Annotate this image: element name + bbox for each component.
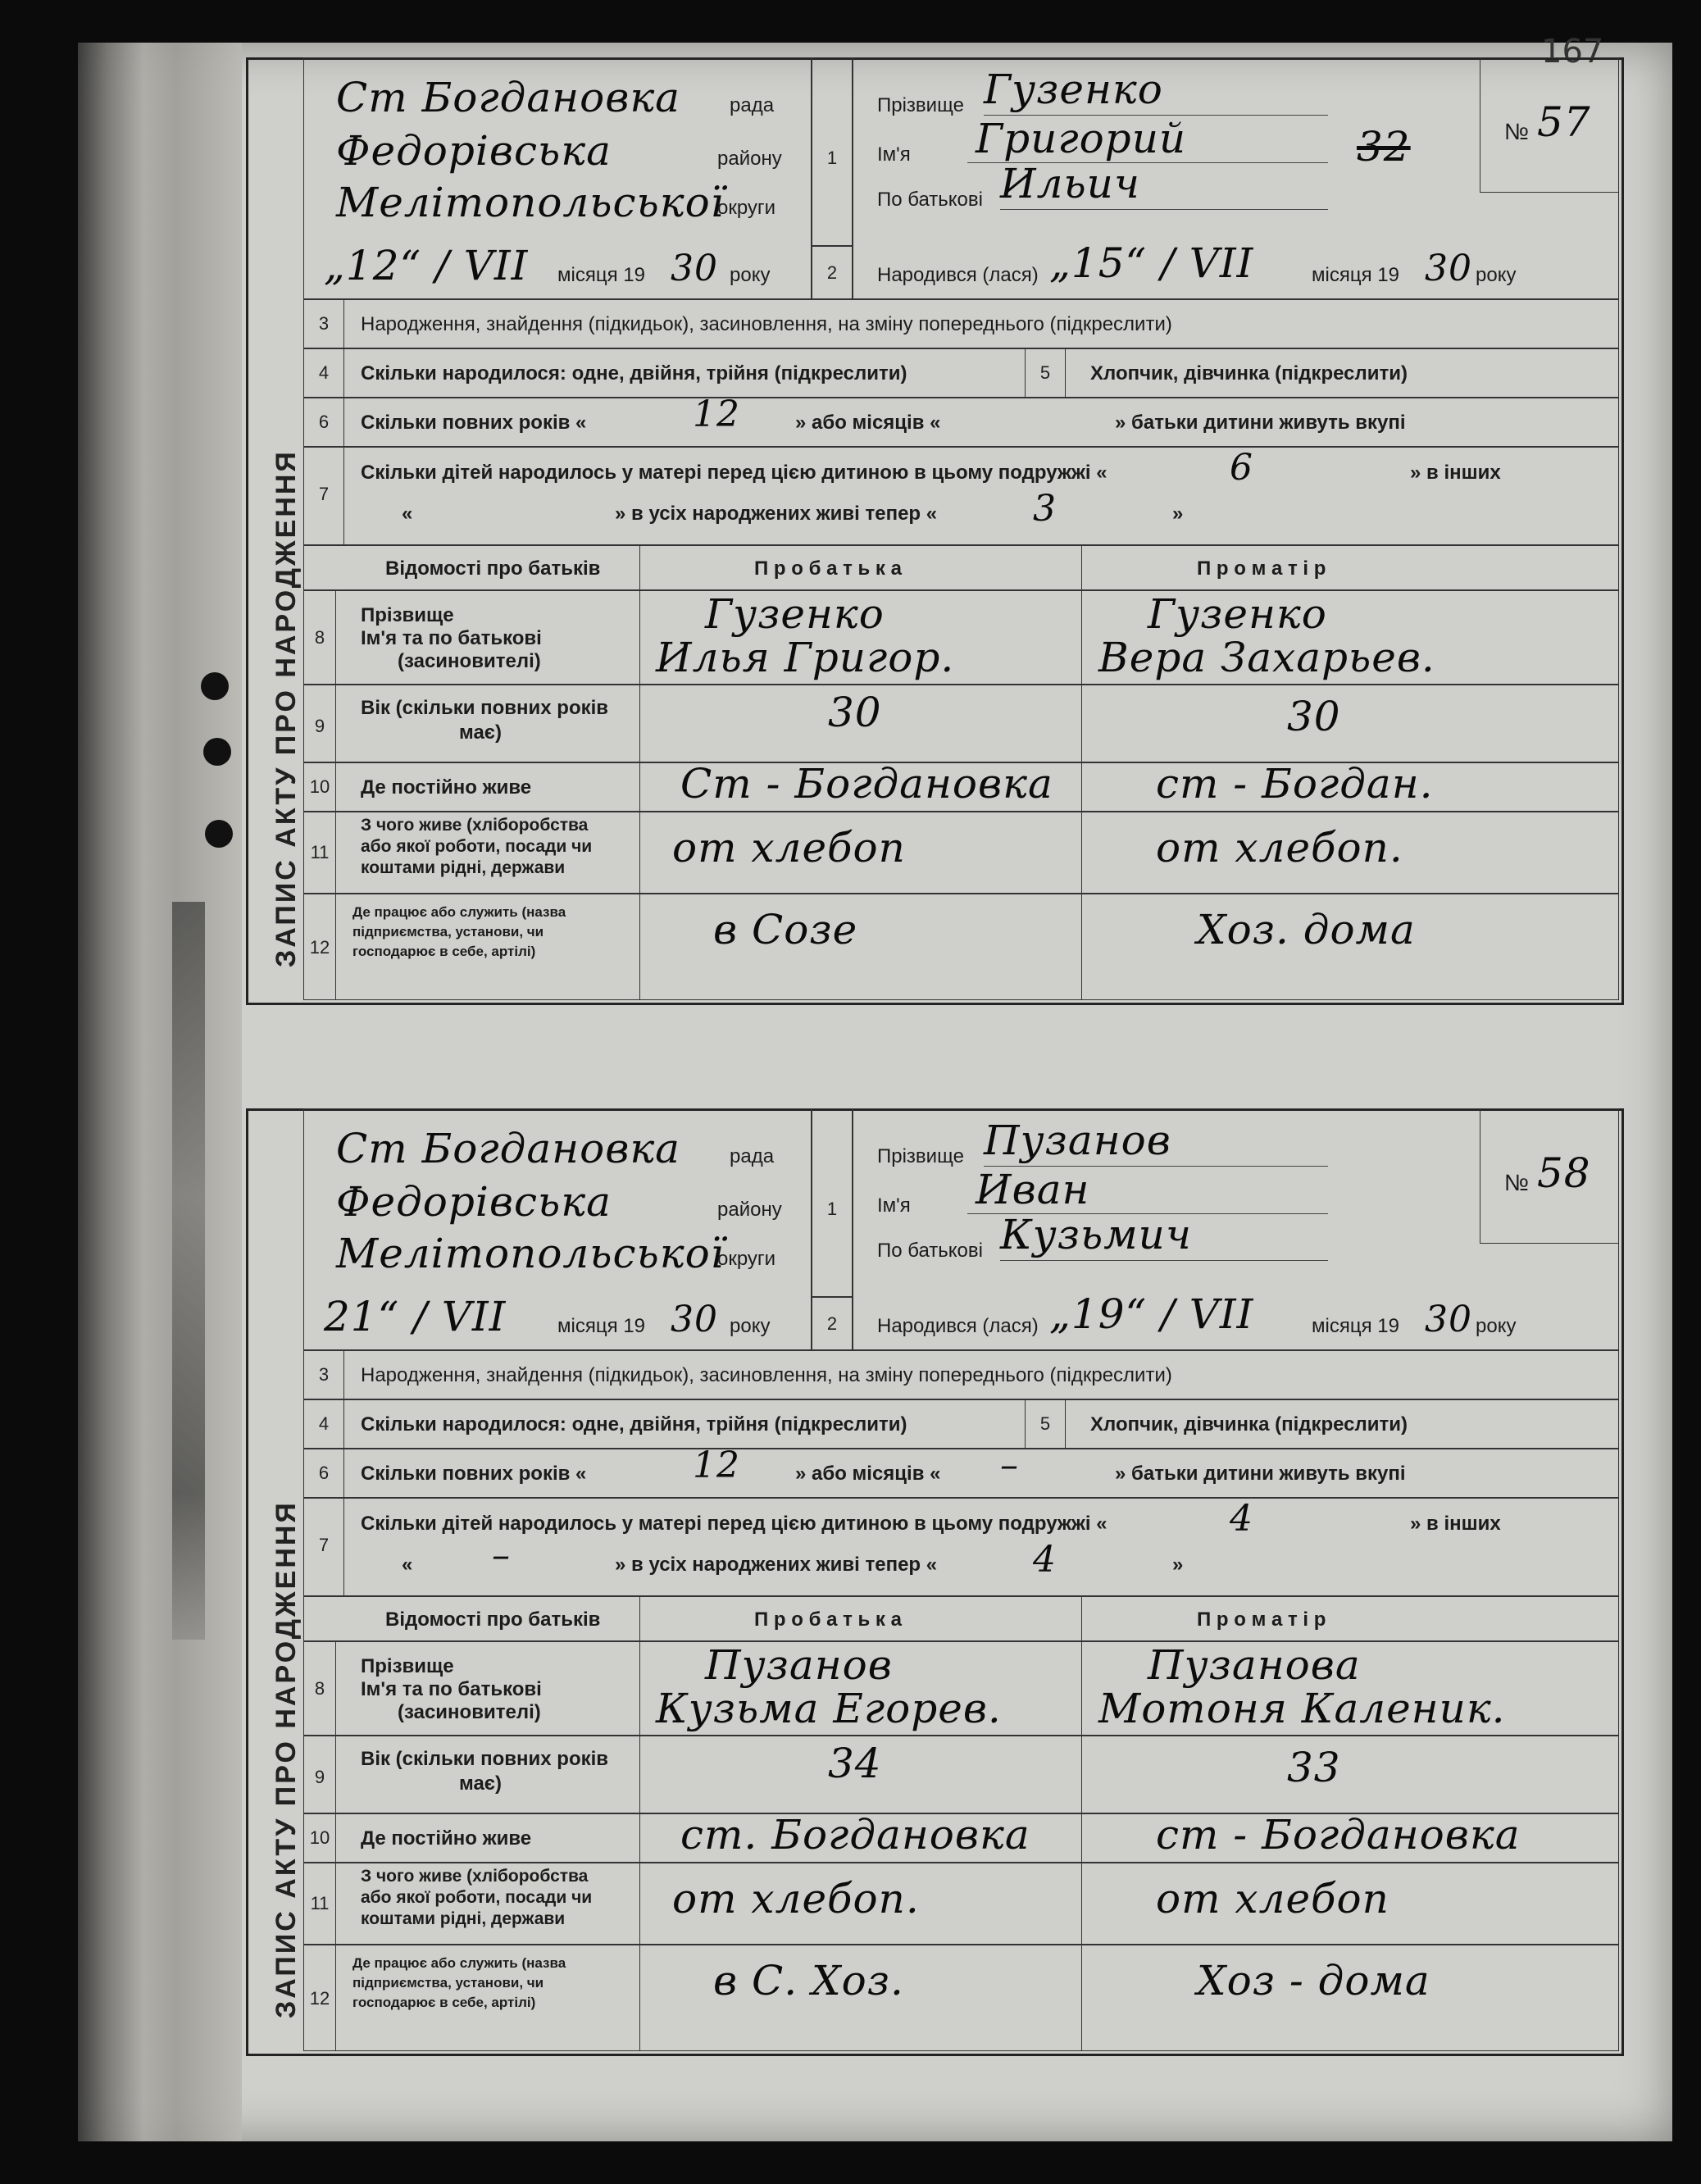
parent-label: має) <box>459 721 503 744</box>
father-age-handwritten: 30 <box>828 689 882 736</box>
father-name-handwritten: Илья Григор. <box>656 634 955 681</box>
parent-label: З чого живе (хліборобства <box>361 816 589 835</box>
okruha-label: округи <box>717 197 776 219</box>
row-number: 12 <box>309 1988 330 2009</box>
parent-label: коштами рідні, держави <box>361 858 566 877</box>
row-number: 12 <box>309 937 330 958</box>
row-number: 8 <box>314 627 325 648</box>
side-label: ЗАПИС АКТУ ПРО НАРОДЖЕННЯ <box>271 1500 302 2018</box>
row7-text: « <box>402 503 413 525</box>
children-alive-handwritten: 4 <box>1033 1539 1057 1581</box>
surname-label: Прізвище <box>877 1145 964 1167</box>
born-month-label: місяця 19 <box>1312 1315 1399 1337</box>
underline <box>984 115 1328 116</box>
parent-label: Де постійно живе <box>361 1827 532 1850</box>
torn-edge <box>172 902 205 1640</box>
row-number: 7 <box>318 1535 330 1555</box>
okruha-handwritten: Мелітопольської <box>336 1230 725 1277</box>
parent-label: має) <box>459 1772 503 1795</box>
parent-label: коштами рідні, держави <box>361 1909 566 1928</box>
underline <box>984 1166 1328 1167</box>
year-label: року <box>730 264 771 286</box>
row4-text: Скільки народилося: одне, двійня, трійня (підкреслити) <box>361 1413 907 1436</box>
mother-surname-handwritten: Гузенко <box>1148 590 1327 638</box>
parent-label: Де постійно живе <box>361 776 532 799</box>
parent-label: підприємства, установи, чи <box>352 1975 544 1991</box>
underline <box>1000 1260 1328 1261</box>
parent-label: Ім'я та по батькові <box>361 627 542 649</box>
born-year-label: року <box>1476 264 1517 286</box>
child-name-handwritten: Григорий <box>976 115 1187 162</box>
okruha-label: округи <box>717 1248 776 1270</box>
row-number: 2 <box>826 1313 838 1334</box>
year-handwritten: 30 <box>671 248 718 289</box>
father-age-handwritten: 34 <box>828 1740 882 1787</box>
parent-label: або якої роботи, посади чи <box>361 1888 593 1907</box>
month-label: місяця 19 <box>557 264 645 286</box>
surname-label: Прізвище <box>877 94 964 116</box>
row6-text: » батьки дитини живуть вкупі <box>1115 412 1406 434</box>
parent-label: Прізвище <box>361 1655 454 1677</box>
row-number: 4 <box>318 362 330 383</box>
mother-work-handwritten: Хоз - дома <box>1197 1957 1430 2004</box>
children-this-marriage-handwritten: 6 <box>1230 447 1253 489</box>
years-together-handwritten: 12 <box>693 394 740 435</box>
child-surname-handwritten: Гузенко <box>984 66 1163 113</box>
binding-spine <box>78 43 242 2141</box>
row-number: 1 <box>826 148 838 168</box>
parent-label: Вік (скільки повних років <box>361 1748 609 1770</box>
column-header: Відомості про батьків <box>385 1608 601 1631</box>
father-surname-handwritten: Пузанов <box>705 1641 893 1689</box>
birth-date-handwritten: „15“ / VII <box>1049 239 1254 287</box>
child-patronymic-handwritten: Ильич <box>1000 160 1140 207</box>
father-income-handwritten: от хлебоп. <box>672 1875 920 1922</box>
row-number: 5 <box>1039 362 1051 383</box>
father-income-handwritten: от хлебоп <box>672 824 906 871</box>
mother-age-handwritten: 33 <box>1287 1744 1341 1791</box>
parent-label: Прізвище <box>361 604 454 626</box>
name-label: Ім'я <box>877 1194 911 1217</box>
row5-text: Хлопчик, дівчинка (підкреслити) <box>1090 1413 1408 1436</box>
row7-text: « <box>402 1554 413 1576</box>
born-month-label: місяця 19 <box>1312 264 1399 286</box>
column-header: П р о м а т і р <box>1197 1608 1326 1631</box>
row-number: 4 <box>318 1413 330 1434</box>
raion-handwritten: Федорівська <box>336 127 612 175</box>
parent-label: або якої роботи, посади чи <box>361 837 593 856</box>
mother-residence-handwritten: ст - Богдановка <box>1156 1811 1521 1859</box>
mother-work-handwritten: Хоз. дома <box>1197 906 1416 953</box>
column-header: Відомості про батьків <box>385 557 601 580</box>
mother-income-handwritten: от хлебоп <box>1156 1875 1389 1922</box>
row7-text: » <box>1172 1554 1184 1576</box>
row-number: 5 <box>1039 1413 1051 1434</box>
row7-text: » в усіх народжених живі тепер « <box>615 1554 938 1576</box>
born-label: Народився (лася) <box>877 264 1039 286</box>
patronymic-label: По батькові <box>877 189 983 211</box>
parent-label: З чого живе (хліборобства <box>361 1867 589 1886</box>
parent-label: Де працює або служить (назва <box>352 904 566 920</box>
raion-label: району <box>717 1199 782 1221</box>
row-number: 7 <box>318 484 330 504</box>
children-this-marriage-handwritten: 4 <box>1230 1498 1253 1540</box>
mother-name-handwritten: Мотоня Каленик. <box>1098 1685 1506 1732</box>
registration-date-handwritten: 21“ / VII <box>324 1293 507 1340</box>
column-header: П р о б а т ь к а <box>754 1608 902 1631</box>
row4-text: Скільки народилося: одне, двійня, трійня (підкреслити) <box>361 362 907 384</box>
row6-text: Скільки повних років « <box>361 412 587 434</box>
row-number: 10 <box>309 1827 330 1848</box>
month-label: місяця 19 <box>557 1315 645 1337</box>
row6-text: Скільки повних років « <box>361 1463 587 1485</box>
mother-age-handwritten: 30 <box>1287 693 1341 740</box>
father-residence-handwritten: Ст - Богдановка <box>680 760 1053 808</box>
record-no-label: № <box>1504 1170 1530 1195</box>
mother-residence-handwritten: ст - Богдан. <box>1156 760 1434 808</box>
children-other-handwritten: – <box>492 1535 511 1577</box>
row-number: 6 <box>318 412 330 432</box>
birth-year-handwritten: 30 <box>1425 1299 1472 1340</box>
parent-label: підприємства, установи, чи <box>352 924 544 940</box>
mother-income-handwritten: от хлебоп. <box>1156 824 1403 871</box>
parent-label: Вік (скільки повних років <box>361 697 609 719</box>
row-number: 1 <box>826 1199 838 1219</box>
record-number-handwritten: 58 <box>1537 1149 1591 1197</box>
archive-page-number: 167 <box>1541 33 1604 71</box>
binding-hole <box>205 820 233 848</box>
year-label: року <box>730 1315 771 1337</box>
birth-date-handwritten: „19“ / VII <box>1049 1290 1254 1338</box>
registration-date-handwritten: „12“ / VII <box>324 242 529 289</box>
record-no-label: № <box>1504 119 1530 144</box>
rada-label: рада <box>730 1145 775 1167</box>
parent-label: Де працює або служить (назва <box>352 1955 566 1971</box>
row5-text: Хлопчик, дівчинка (підкреслити) <box>1090 362 1408 384</box>
name-label: Ім'я <box>877 143 911 166</box>
column-header: П р о б а т ь к а <box>754 557 902 580</box>
rada-label: рада <box>730 94 775 116</box>
parent-label: господарює в себе, артілі) <box>352 1995 536 2010</box>
row7-text: Скільки дітей народилось у матері перед цією дитиною в цьому подружжі « <box>361 1513 1107 1535</box>
father-work-handwritten: в Созе <box>713 906 858 953</box>
years-together-handwritten: 12 <box>693 1445 740 1486</box>
row6-text: » або місяців « <box>795 412 941 434</box>
binding-hole <box>201 672 229 700</box>
child-name-handwritten: Иван <box>976 1166 1090 1213</box>
father-surname-handwritten: Гузенко <box>705 590 885 638</box>
row-number: 3 <box>318 313 330 334</box>
row3-text: Народження, знайдення (підкидьок), засиновлення, на зміну попереднього (підкреслити) <box>361 313 1172 335</box>
months-together-handwritten: – <box>1000 1445 1019 1486</box>
row7-text: » в інших <box>1410 1513 1501 1535</box>
row6-text: » або місяців « <box>795 1463 941 1485</box>
child-surname-handwritten: Пузанов <box>984 1117 1171 1164</box>
record-number-handwritten: 57 <box>1537 98 1591 146</box>
row-number: 9 <box>314 1767 325 1787</box>
village-handwritten: Ст Богдановка <box>336 74 680 121</box>
born-label: Народився (лася) <box>877 1315 1039 1337</box>
father-name-handwritten: Кузьма Егорев. <box>656 1685 1002 1732</box>
row6-text: » батьки дитини живуть вкупі <box>1115 1463 1406 1485</box>
row7-text: Скільки дітей народилось у матері перед цією дитиною в цьому подружжі « <box>361 462 1107 484</box>
row3-text: Народження, знайдення (підкидьок), засиновлення, на зміну попереднього (підкреслити) <box>361 1364 1172 1386</box>
mother-name-handwritten: Вера Захарьев. <box>1098 634 1435 681</box>
raion-label: району <box>717 148 782 170</box>
column-header: П р о м а т і р <box>1197 557 1326 580</box>
row-number: 8 <box>314 1678 325 1699</box>
okruha-handwritten: Мелітопольської <box>336 179 725 226</box>
parent-label: господарює в себе, артілі) <box>352 944 536 959</box>
parent-label: (засиновителі) <box>398 650 541 672</box>
raion-handwritten: Федорівська <box>336 1178 612 1226</box>
row-number: 10 <box>309 776 330 797</box>
row7-text: » <box>1172 503 1184 525</box>
side-label: ЗАПИС АКТУ ПРО НАРОДЖЕННЯ <box>271 449 302 967</box>
mother-surname-handwritten: Пузанова <box>1148 1641 1361 1689</box>
binding-hole <box>203 738 231 766</box>
children-alive-handwritten: 3 <box>1033 488 1057 530</box>
crossed-number-handwritten: 32 <box>1357 123 1411 171</box>
parent-label: (засиновителі) <box>398 1701 541 1723</box>
row7-text: » в інших <box>1410 462 1501 484</box>
row-number: 3 <box>318 1364 330 1385</box>
underline <box>967 1213 1328 1214</box>
underline <box>967 162 1328 163</box>
row-number: 11 <box>310 842 330 862</box>
row7-text: » в усіх народжених живі тепер « <box>615 503 938 525</box>
row-number: 2 <box>826 262 838 283</box>
father-work-handwritten: в С. Хоз. <box>713 1957 904 2004</box>
year-handwritten: 30 <box>671 1299 718 1340</box>
child-patronymic-handwritten: Кузьмич <box>1000 1211 1192 1258</box>
underline <box>1000 209 1328 210</box>
row-number: 9 <box>314 716 325 736</box>
patronymic-label: По батькові <box>877 1240 983 1262</box>
born-year-label: року <box>1476 1315 1517 1337</box>
birth-year-handwritten: 30 <box>1425 248 1472 289</box>
parent-label: Ім'я та по батькові <box>361 1678 542 1700</box>
father-residence-handwritten: ст. Богдановка <box>680 1811 1030 1859</box>
row-number: 11 <box>310 1893 330 1913</box>
row-number: 6 <box>318 1463 330 1483</box>
village-handwritten: Ст Богдановка <box>336 1125 680 1172</box>
